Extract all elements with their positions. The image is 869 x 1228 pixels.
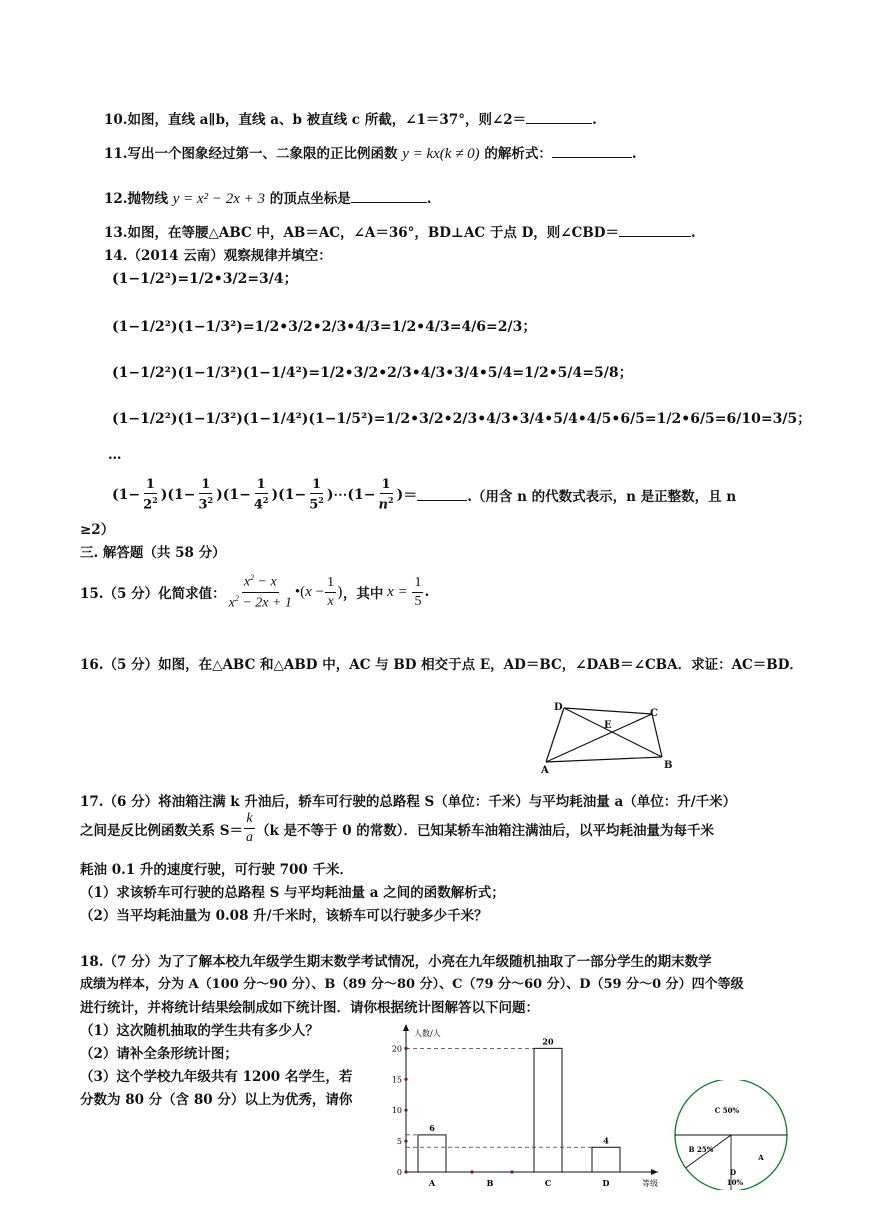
pie-chart (668, 1080, 798, 1190)
q14-row-1 (112, 268, 298, 288)
q14-dots: … (108, 447, 122, 463)
q14-equals: ＝ (403, 487, 418, 504)
q18-line-5: （2）请补全条形统计图； (80, 1046, 238, 1062)
q18-line-6: （3）这个学校九年级共有 1200 名学生，若 (80, 1069, 353, 1085)
q18-line-3: 进行统计，并将统计结果绘制成如下统计图．请你根据统计图解答以下问题： (80, 1000, 539, 1016)
q17-l2b: （k 是不等于 0 的常数）．已知某轿车油箱注满油后，以平均耗油量为每千米 (255, 822, 715, 839)
q10-end: . (592, 112, 597, 128)
category-label: C (544, 1178, 552, 1188)
question-14-title: 14.（2014 云南）观察规律并填空： (104, 248, 332, 264)
pie-label: C 50% (714, 1106, 740, 1115)
question-11 (104, 142, 637, 163)
bar-D (592, 1147, 620, 1172)
y-tick-mark (404, 1170, 407, 1173)
q14-row-4-text: (1−1/2²)(1−1/3²)(1−1/4²)(1−1/5²)=1/2•3/2•2/3•4/3•3/4•5/4•4/5•6/5=1/2•6/5=6/10=3/5； (112, 411, 812, 427)
bar-A (418, 1135, 446, 1172)
q15-end: . (424, 584, 430, 601)
blank-bar-mark (470, 1170, 473, 1173)
q11-end: . (631, 146, 637, 162)
bar-chart (378, 1022, 668, 1192)
q14-note: .（用含 n 的代数式表示，n 是正整数，且 n (467, 488, 737, 505)
q14-row-last: (1− $\frac{1}{2^2}$ )(1− $\frac{1}{3^2}$ )(1− $\frac{1}{4^2}$ )(1− $\frac{1}{5^2}$ )⋯(1− $\frac{1}{n^2}$ ) ＝ .（用含 n 的代数式表示，n 是正整数，且 n (112, 477, 737, 513)
q11-pre: 11.写出一个图象经过第一、二象限的正比例函数 (104, 146, 398, 162)
category-label: D (602, 1178, 610, 1188)
q12-pre: 12.抛物线 (104, 191, 168, 207)
q18-line-1: 18.（7 分）为了了解本校九年级学生期末数学考试情况，小亮在九年级随机抽取了一部分学生的期末数学 (80, 954, 712, 970)
label-E: E (604, 720, 612, 731)
y-axis-label: 人数/人 (414, 1029, 441, 1038)
category-label: A (428, 1178, 436, 1188)
label-D: D (554, 702, 563, 713)
y-tick-mark (404, 1109, 407, 1112)
q17-line-5: （2）当平均耗油量为 0.08 升/千米时，该轿车可以行驶多少千米？ (80, 908, 488, 924)
pie-label: D (729, 1168, 737, 1177)
pie-label-pct: 10% (726, 1178, 744, 1187)
q13-end: . (690, 225, 696, 241)
question-15: 15.（5 分）化简求值： $\frac{x^2 - x}{x^2 - 2x + 1}$ •(x − $\frac{1}{x}$ ) ，其中 x = $\frac{1}{5}$ . (80, 573, 430, 611)
question-10 (104, 108, 597, 128)
answer-blank[interactable] (417, 488, 467, 501)
q14-row-1-text: (1−1/2²)=1/2•3/2=3/4； (112, 271, 298, 287)
q12-formula: y = x² − 2x + 3 (172, 191, 266, 207)
q14-row-3-text: (1−1/2²)(1−1/3²)(1−1/4²)=1/2•3/2•2/3•4/3•3/4•5/4=1/2•5/4=5/8； (112, 365, 633, 381)
y-tick-mark (404, 1139, 407, 1142)
q17-line-4: （1）求该轿车可行驶的总路程 S 与平均耗油量 a 之间的函数解析式； (80, 885, 505, 901)
q18-line-4: （1）这次随机抽取的学生共有多少人？ (80, 1023, 319, 1039)
q14-row-3 (112, 362, 633, 382)
y-tick-mark (404, 1078, 407, 1081)
x-axis-arrow (651, 1169, 658, 1175)
section-3-heading: 三. 解答题（共 58 分） (80, 545, 226, 561)
q15-mid: ，其中 (342, 586, 384, 603)
data-label: 4 (603, 1135, 609, 1146)
q14-row-2 (112, 316, 536, 336)
figure-16 (536, 698, 686, 778)
q17-line-3: 耗油 0.1 升的速度行驶，可行驶 700 千米． (80, 862, 353, 878)
bar-C (534, 1048, 562, 1172)
label-C: C (650, 708, 658, 719)
q14-row-2-text: (1−1/2²)(1−1/3²)=1/2•3/2•2/3•4/3=1/2•4/3=4/6=2/3； (112, 319, 537, 335)
answer-blank[interactable] (351, 190, 427, 203)
answer-blank[interactable] (526, 111, 592, 124)
q14-row-4 (112, 408, 811, 428)
data-label: 20 (542, 1036, 554, 1047)
data-label: 6 (429, 1122, 435, 1133)
q11-post: 的解析式： (484, 146, 552, 162)
answer-blank[interactable] (552, 145, 632, 158)
answer-blank[interactable] (619, 224, 691, 237)
q11-formula: y = kx(k ≠ 0) (402, 146, 480, 162)
q14-cont: ≥2） (80, 522, 115, 538)
q13-text: 13.如图，在等腰△ABC 中，AB＝AC，∠A＝36°，BD⊥AC 于点 D，则∠CBD＝ (104, 225, 619, 241)
q18-line-2: 成绩为样本，分为 A（100 分～90 分）、B（89 分～80 分）、C（79 分～60 分）、D（59 分～0 分）四个等级 (80, 977, 744, 992)
pie-label: B 25% (688, 1145, 714, 1154)
q10-text: 10.如图，直线 a∥b，直线 a、b 被直线 c 所截，∠1＝37°，则∠2＝ (104, 112, 527, 128)
y-axis-arrow (403, 1024, 409, 1031)
label-B: B (664, 760, 673, 771)
question-16: 16.（5 分）如图，在△ABC 和△ABD 中，AC 与 BD 相交于点 E，AD＝BC，∠DAB＝∠CBA．求证：AC＝BD． (80, 657, 803, 673)
y-tick-label: 5 (396, 1137, 402, 1147)
pie-label: A (758, 1153, 764, 1162)
x-axis-label: 等级 (642, 1179, 658, 1188)
question-12 (104, 187, 431, 208)
q12-end: . (426, 191, 432, 207)
label-A: A (541, 765, 549, 776)
category-label: B (486, 1178, 494, 1188)
y-tick-label: 10 (391, 1106, 402, 1116)
q17-line-2: 之间是反比例函数关系 S＝ $\frac{k}{a}$ （k 是不等于 0 的常数）．已知某轿车油箱注满油后，以平均耗油量为每千米 (80, 811, 715, 845)
y-tick-label: 20 (391, 1044, 402, 1054)
question-13 (104, 221, 696, 241)
q15-pre: 15.（5 分）化简求值： (80, 586, 226, 603)
y-tick-label: 15 (391, 1075, 402, 1085)
blank-bar-mark (510, 1170, 513, 1173)
q17-line-1: 17.（6 分）将油箱注满 k 升油后，轿车可行驶的总路程 S（单位：千米）与平均耗油量 a（单位：升/千米） (80, 794, 737, 810)
q18-line-7: 分数为 80 分（含 80 分）以上为优秀，请你 (80, 1092, 353, 1108)
y-tick-label: 0 (396, 1168, 402, 1177)
q17-l2a: 之间是反比例函数关系 S＝ (80, 822, 243, 839)
q12-post: 的顶点坐标是 (269, 191, 351, 207)
